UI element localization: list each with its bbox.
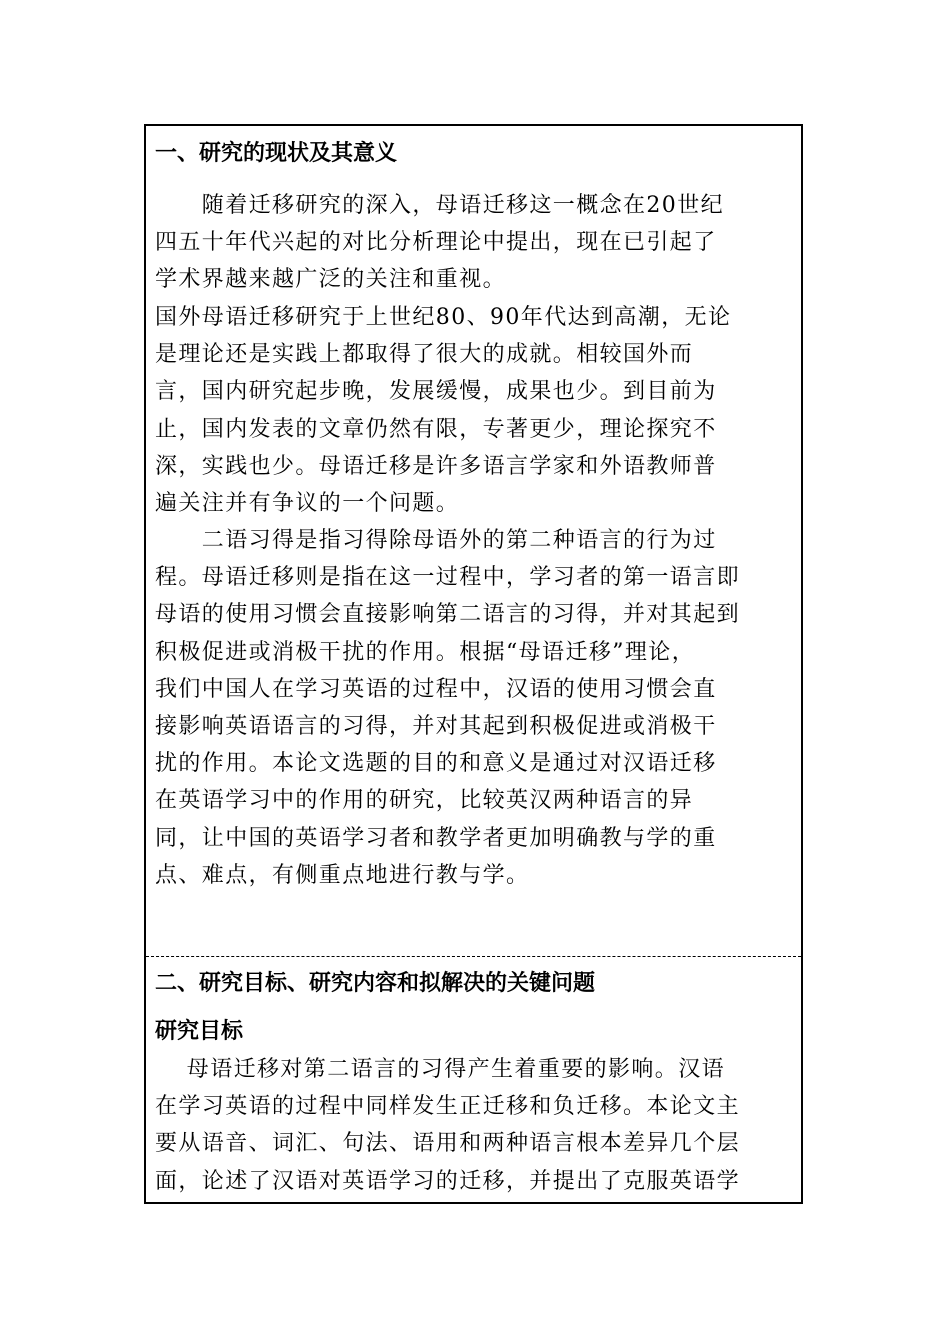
- dashed-divider: [146, 956, 801, 957]
- proposal-table: [144, 124, 803, 1204]
- section-2-paragraph-1: 母语迁移对第二语言的习得产生着重要的影响。汉语 在学习英语的过程中同样发生正迁移和负迁移。本论文主 要从语音、词汇、句法、语用和两种语言根本差异几个层 面，论述了汉语对英语学习的迁移，并提出了克服英语学: [155, 1057, 741, 1194]
- section-status-significance: [146, 126, 801, 956]
- section-2-heading: 二、研究目标、研究内容和拟解决的关键问题: [155, 971, 596, 996]
- section-1-paragraph-2: 国外母语迁移研究于上世纪80、90年代达到高潮，无论 是理论还是实践上都取得了很大的成就。相较国外而 言，国内研究起步晚，发展缓慢，成果也少。到目前为 止，国内发表的文章仍然有限，专著更少，理论探究不 深，实践也少。母语迁移是许多语言学家和外语教师普 遍关注并有争议的一个问题。: [155, 305, 732, 517]
- section-1-paragraph-3: 二语习得是指习得除母语外的第二种语言的行为过 程。母语迁移则是指在这一过程中，学习者的第一语言即 母语的使用习惯会直接影响第二语言的习得，并对其起到 积极促进或消极干扰的作用。根据“母语迁移”理论， 我们中国人在学习英语的过程中，汉语的使用习惯会直 接影响英语语言的习得，并对其起到积极促进或消极干 扰的作用。本论文选题的目的和意义是通过对汉语迁移 在英语学习中的作用的研究，比较英汉两种语言的异 同，让中国的英语学习者和教学者更加明确教与学的重 点、难点，有侧重点地进行教与学。: [155, 528, 741, 888]
- section-goals-content: [146, 958, 801, 1202]
- section-1-paragraph-1: 随着迁移研究的深入，母语迁移这一概念在20世纪 四五十年代兴起的对比分析理论中提出，现在已引起了 学术界越来越广泛的关注和重视。: [155, 193, 724, 293]
- section-2-subheading: 研究目标: [155, 1019, 244, 1044]
- section-1-heading: 一、研究的现状及其意义: [155, 141, 398, 166]
